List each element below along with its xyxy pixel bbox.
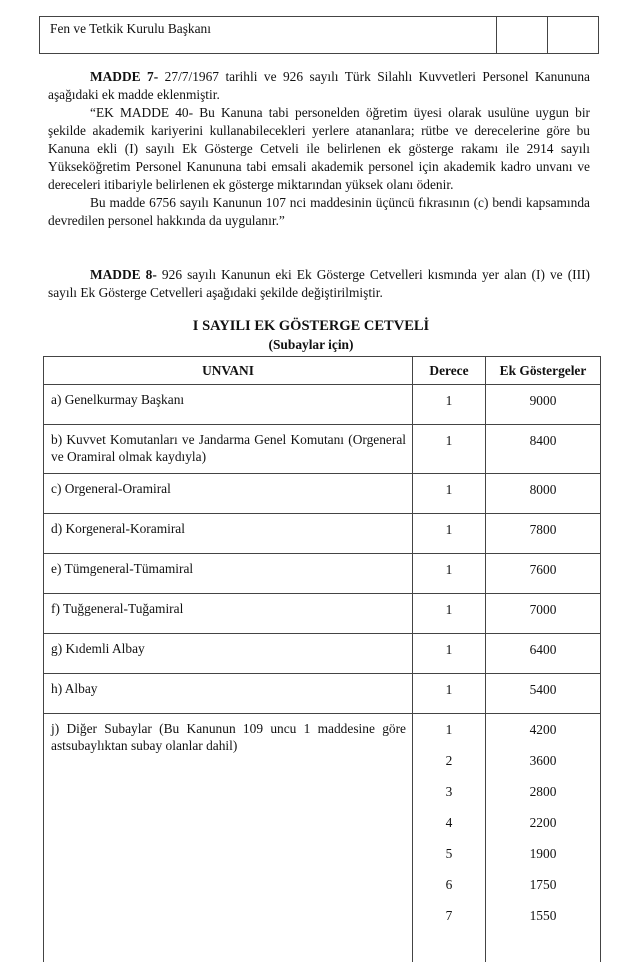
article-7-intro: [48, 68, 590, 104]
table-row: [44, 474, 601, 514]
derece-cell: 1: [413, 594, 486, 634]
derece-value: 7: [413, 908, 485, 939]
unvan-cell: a) Genelkurmay Başkanı: [44, 385, 413, 425]
unvan-cell: d) Korgeneral-Koramiral: [44, 514, 413, 554]
table-header-row: [44, 357, 601, 385]
ek-gosterge-cell: 6400: [486, 634, 601, 674]
derece-value: 5: [413, 846, 485, 877]
ek-gosterge-cell: 9000: [486, 385, 601, 425]
derece-value: 6: [413, 877, 485, 908]
ek-gosterge-cell: 8000: [486, 474, 601, 514]
derece-cell: 1: [413, 425, 486, 474]
unvan-cell: e) Tümgeneral-Tümamiral: [44, 554, 413, 594]
ek-gosterge-cell: 8400: [486, 425, 601, 474]
table-row: [44, 634, 601, 674]
schedule-title: I SAYILI EK GÖSTERGE CETVELİ: [0, 318, 622, 335]
ek-madde-40-paragraph-2: Bu madde 6756 sayılı Kanunun 107 nci maddesinin üçüncü fıkrasının (c) bendi kapsamında devredilen personel hakkında da uygulanır.”: [48, 194, 590, 230]
ek-gosterge-value: 1750: [486, 877, 600, 908]
previous-table-cell-empty: [497, 17, 548, 54]
table-row-diger-subaylar: [44, 714, 601, 962]
ek-gosterge-table: [43, 356, 601, 962]
table-row: [44, 514, 601, 554]
table-row: [44, 674, 601, 714]
ek-gosterge-value: 1550: [486, 908, 600, 939]
derece-cell: 1: [413, 634, 486, 674]
schedule-subtitle: (Subaylar için): [0, 337, 622, 353]
previous-table-cell-empty: [548, 17, 599, 54]
derece-cell: 1: [413, 554, 486, 594]
table-row: [44, 554, 601, 594]
unvan-cell: g) Kıdemli Albay: [44, 634, 413, 674]
header-ek-gosterge: Ek Göstergeler: [486, 357, 601, 385]
unvan-cell: j) Diğer Subaylar (Bu Kanunun 109 uncu 1 maddesine göre astsubaylıktan subay olanlar dahil): [44, 714, 413, 962]
ek-gosterge-value: 2800: [486, 784, 600, 815]
article-8: [48, 266, 590, 302]
ek-gosterge-value: 2200: [486, 815, 600, 846]
previous-table-fragment: [39, 16, 599, 54]
table-row: [44, 594, 601, 634]
unvan-cell: c) Orgeneral-Oramiral: [44, 474, 413, 514]
header-unvan: UNVANI: [44, 357, 413, 385]
ek-gosterge-cell: 5400: [486, 674, 601, 714]
ek-gosterge-cell: 7800: [486, 514, 601, 554]
ek-gosterge-cell: 7600: [486, 554, 601, 594]
ek-gosterge-value: 1900: [486, 846, 600, 877]
previous-table-cell-label: Fen ve Tetkik Kurulu Başkanı: [40, 17, 497, 54]
derece-value: 1: [413, 722, 485, 753]
derece-cell: 1: [413, 514, 486, 554]
ek-gosterge-value: 3600: [486, 753, 600, 784]
derece-cell: 1: [413, 385, 486, 425]
ek-madde-40-paragraph-1: “EK MADDE 40- Bu Kanuna tabi personelden öğretim üyesi olarak usulüne uygun bir şekilde akademik kariyerini kullanabilecekleri yerlere atananlara; rütbe ve derecelerine göre bu Kanuna ekli (I) sayılı Ek Gösterge Cetveli ile belirlenen ek gösterge rakamı ile 2914 sayılı Yükseköğretim Personel Kanununa tabi emsali akademik personel için akademik kadro unvanı ve dereceleri itibariyle belirlenen ek gösterge miktarından yüksek olanı ödenir.: [48, 104, 590, 194]
header-derece: Derece: [413, 357, 486, 385]
derece-list: [413, 714, 486, 962]
derece-value: 2: [413, 753, 485, 784]
article-7-heading: MADDE 7-: [90, 69, 158, 84]
unvan-cell: h) Albay: [44, 674, 413, 714]
derece-value: 3: [413, 784, 485, 815]
derece-cell: 1: [413, 674, 486, 714]
article-8-heading: MADDE 8-: [90, 267, 157, 282]
derece-cell: 1: [413, 474, 486, 514]
ek-gosterge-list: [486, 714, 601, 962]
derece-value: 4: [413, 815, 485, 846]
unvan-cell: f) Tuğgeneral-Tuğamiral: [44, 594, 413, 634]
article-7-intro-text: 27/7/1967 tarihli ve 926 sayılı Türk Silahlı Kuvvetleri Personel Kanununa aşağıdaki ek madde eklenmiştir.: [48, 69, 590, 102]
table-row: [44, 425, 601, 474]
unvan-cell: b) Kuvvet Komutanları ve Jandarma Genel Komutanı (Orgeneral ve Oramiral olmak kaydıyla): [44, 425, 413, 474]
table-row: [44, 385, 601, 425]
ek-gosterge-cell: 7000: [486, 594, 601, 634]
ek-gosterge-value: 4200: [486, 722, 600, 753]
article-8-text: 926 sayılı Kanunun eki Ek Gösterge Cetvelleri kısmında yer alan (I) ve (III) sayılı Ek Gösterge Cetvelleri aşağıdaki şekilde değiştirilmiştir.: [48, 267, 590, 300]
